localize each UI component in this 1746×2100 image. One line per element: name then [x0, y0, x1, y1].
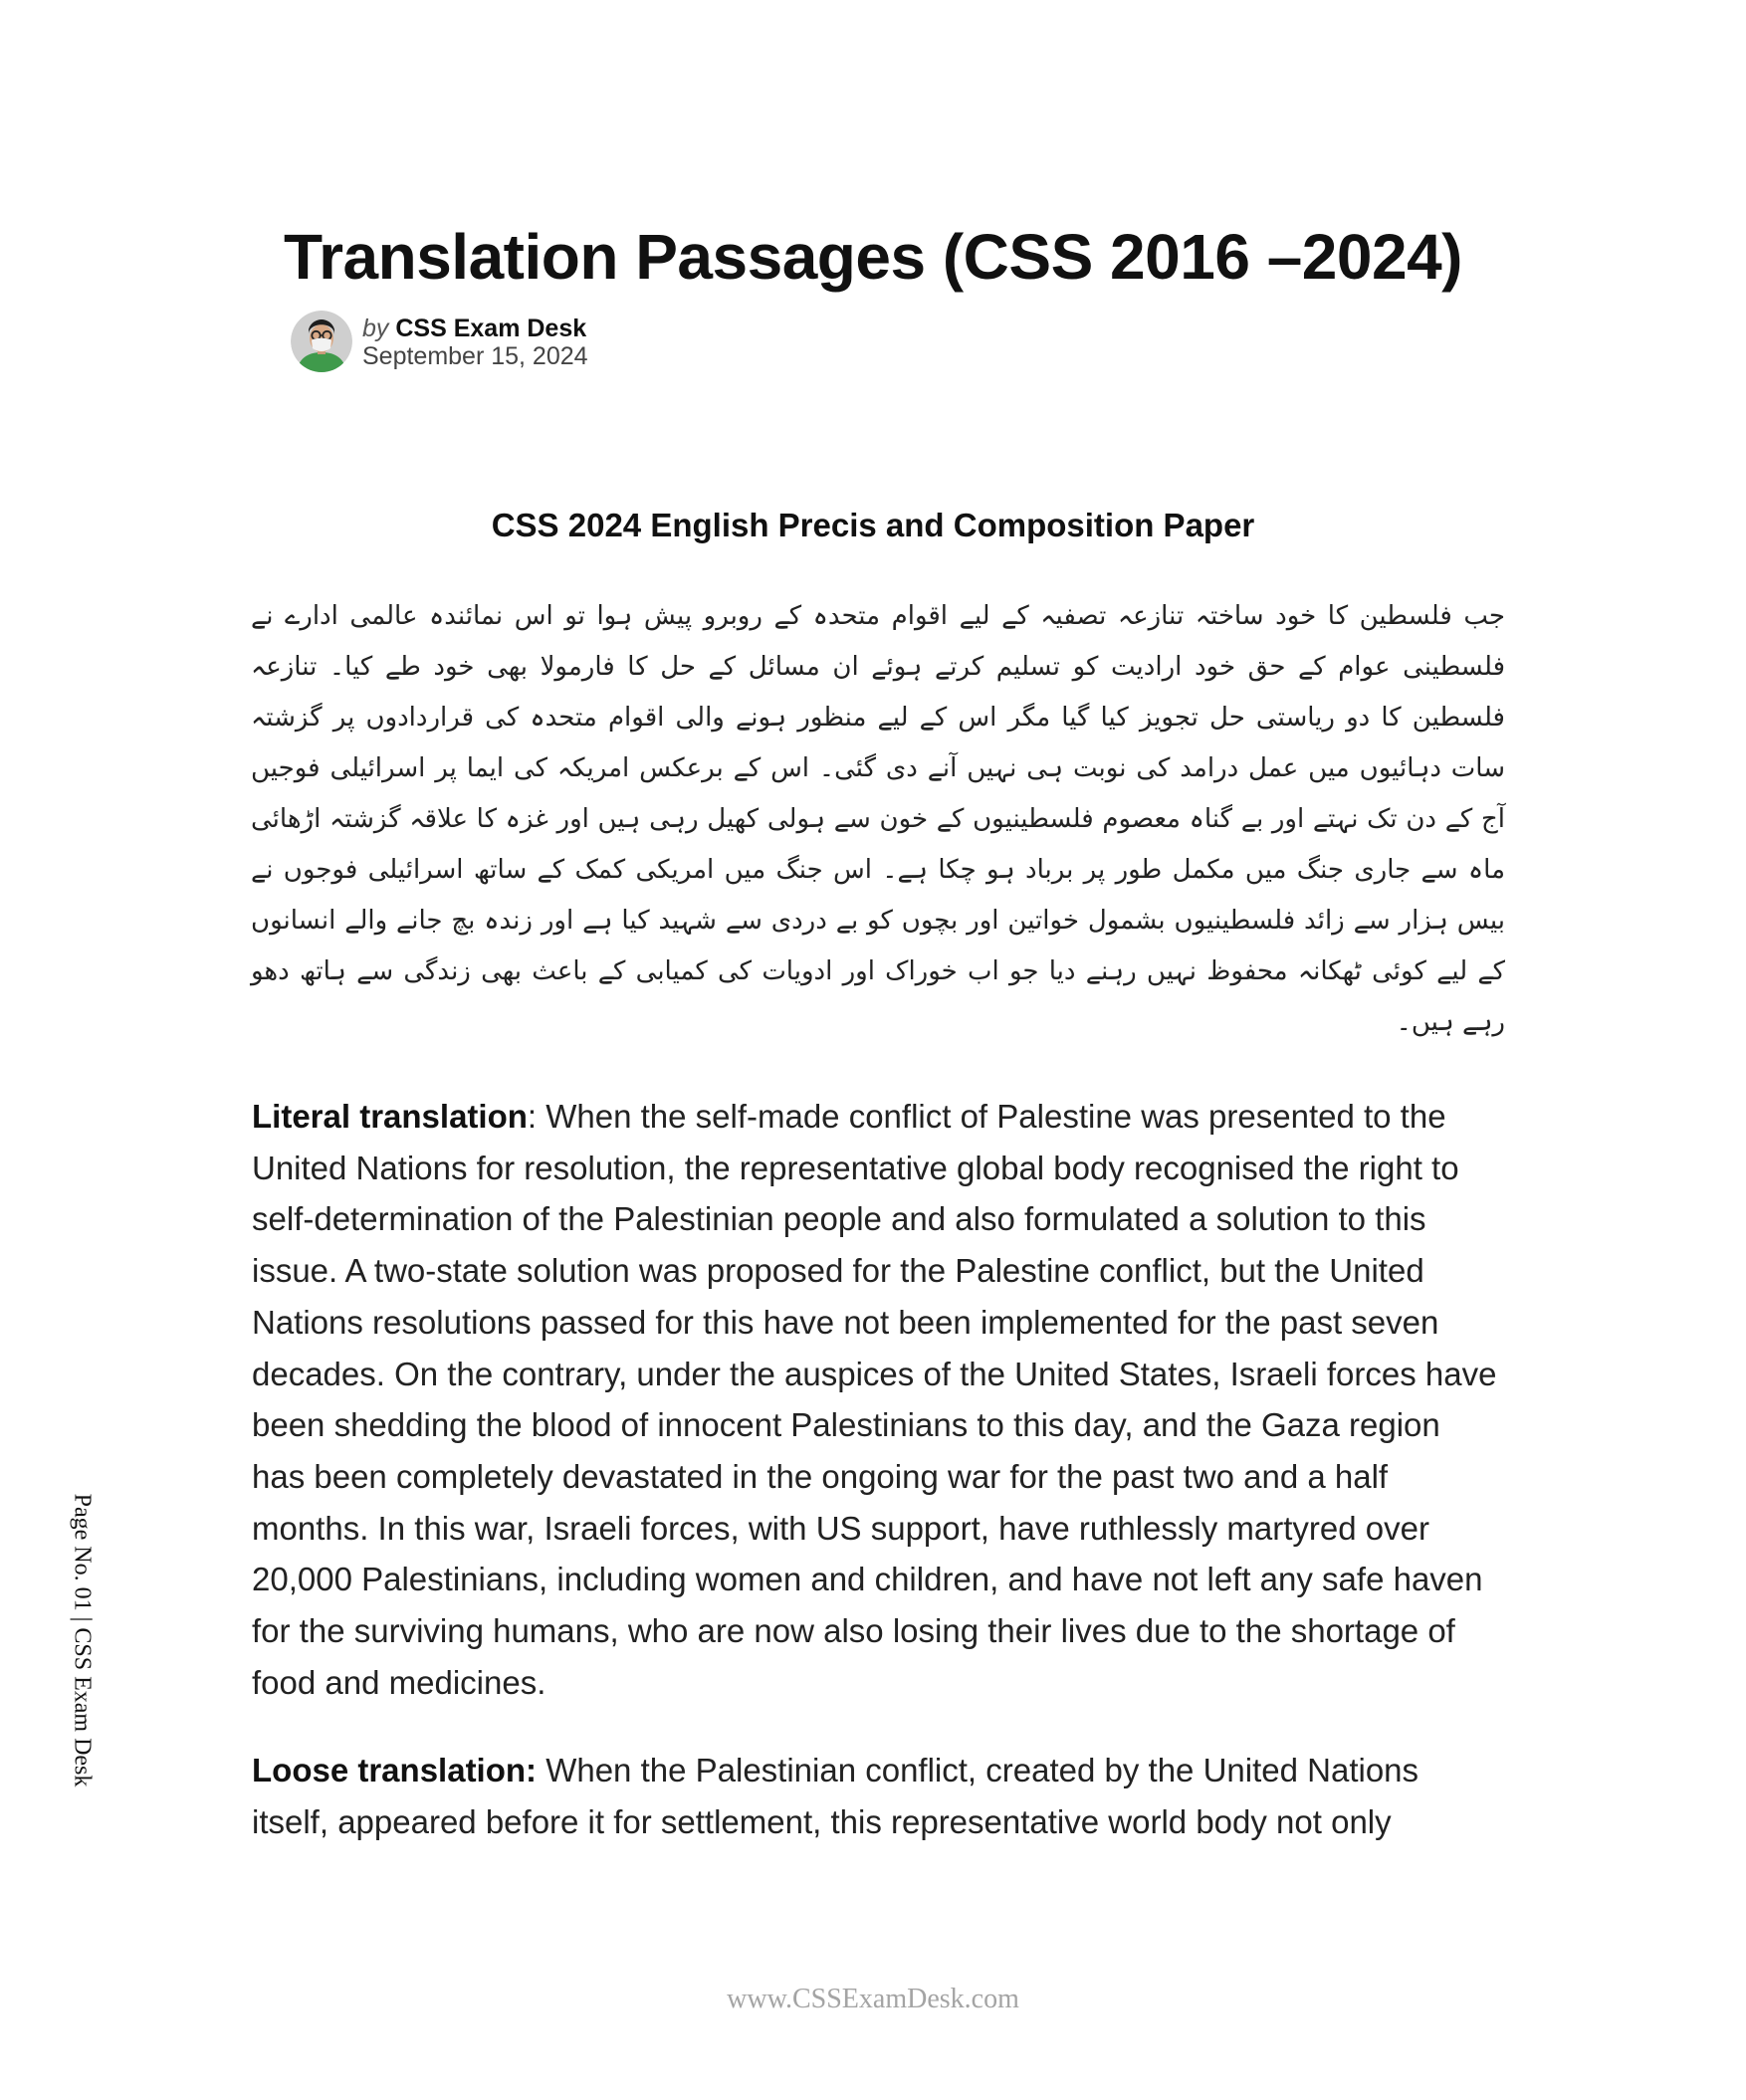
article-title: Translation Passages (CSS 2016 –2024)	[284, 220, 1462, 293]
loose-translation-paragraph	[252, 1745, 1502, 1847]
by-label: by	[362, 315, 389, 342]
publish-date: September 15, 2024	[362, 342, 588, 370]
literal-separator: :	[527, 1098, 538, 1135]
footer-url[interactable]: www.CSSExamDesk.com	[727, 1984, 1019, 2014]
loose-translation-label: Loose translation:	[252, 1752, 538, 1788]
page-number-label: Page No. 01 | CSS Exam Desk	[69, 1493, 96, 1787]
loose-translation-text: When the Palestinian conflict, created by the United Nations itself, appeared before it for settlement, this representative world body not only	[252, 1752, 1419, 1840]
literal-translation-text: When the self-made conflict of Palestine was presented to the United Nations for resolution, the representative global body recognised the right to self-determination of the Palestinian people and also formulated a solution to this issue. A two-state solution was proposed for the Palestine conflict, but the United Nations resolutions passed for this have not been implemented for the past seven decades. On the contrary, under the auspices of the United States, Israeli forces have been shedding the blood of innocent Palestinians to this day, and the Gaza region has been completely devastated in the ongoing war for the past two and a half months. In this war, Israeli forces, with US support, have ruthlessly martyred over 20,000 Palestinians, including women and children, and have not left any safe haven for the surviving humans, who are now also losing their lives due to the shortage of food and medicines.	[252, 1098, 1497, 1701]
literal-translation-label: Literal translation	[252, 1098, 528, 1135]
literal-translation-paragraph	[252, 1091, 1502, 1708]
urdu-passage: جب فلسطین کا خود ساختہ تنازعہ تصفیہ کے لیے اقوام متحدہ کے روبرو پیش ہوا تو اس نمائندہ عالمی ادارے نے فلسطینی عوام کے حق خود ارادیت کو تسلیم کرتے ہوئے ان مسائل کے حل کا فارمولا بھی خود طے کیا۔ تنازعہ فلسطین کا دو ریاستی حل تجویز کیا گیا مگر اس کے لیے منظور ہونے والی اقوام متحدہ کی قراردادوں پر گزشتہ سات دہائیوں میں عمل درامد کی نوبت ہی نہیں آنے دی گئی۔ اس کے برعکس امریکہ کی ایما پر اسرائیلی فوجیں آج کے دن تک نہتے اور بے گناہ معصوم فلسطینیوں کے خون سے ہولی کھیل رہی ہیں اور غزہ کا علاقہ گزشتہ اڑھائی ماہ سے جاری جنگ میں مکمل طور پر برباد ہو چکا ہے۔ اس جنگ میں امریکی کمک کے ساتھ اسرائیلی فوجوں نے بیس ہزار سے زائد فلسطینیوں بشمول خواتین اور بچوں کو بے دردی سے شہید کیا ہے اور زندہ بچ جانے والے انسانوں کے لیے کوئی ٹھکانہ محفوظ نہیں رہنے دیا جو اب خوراک اور ادویات کی کمیابی کے باعث بھی زندگی سے ہاتھ دھو رہے ہیں۔	[251, 601, 1505, 1037]
avatar-image	[291, 311, 352, 372]
author-avatar[interactable]	[291, 311, 352, 372]
author-name-link[interactable]: CSS Exam Desk	[395, 315, 587, 342]
section-heading: CSS 2024 English Precis and Composition Paper	[491, 507, 1255, 544]
